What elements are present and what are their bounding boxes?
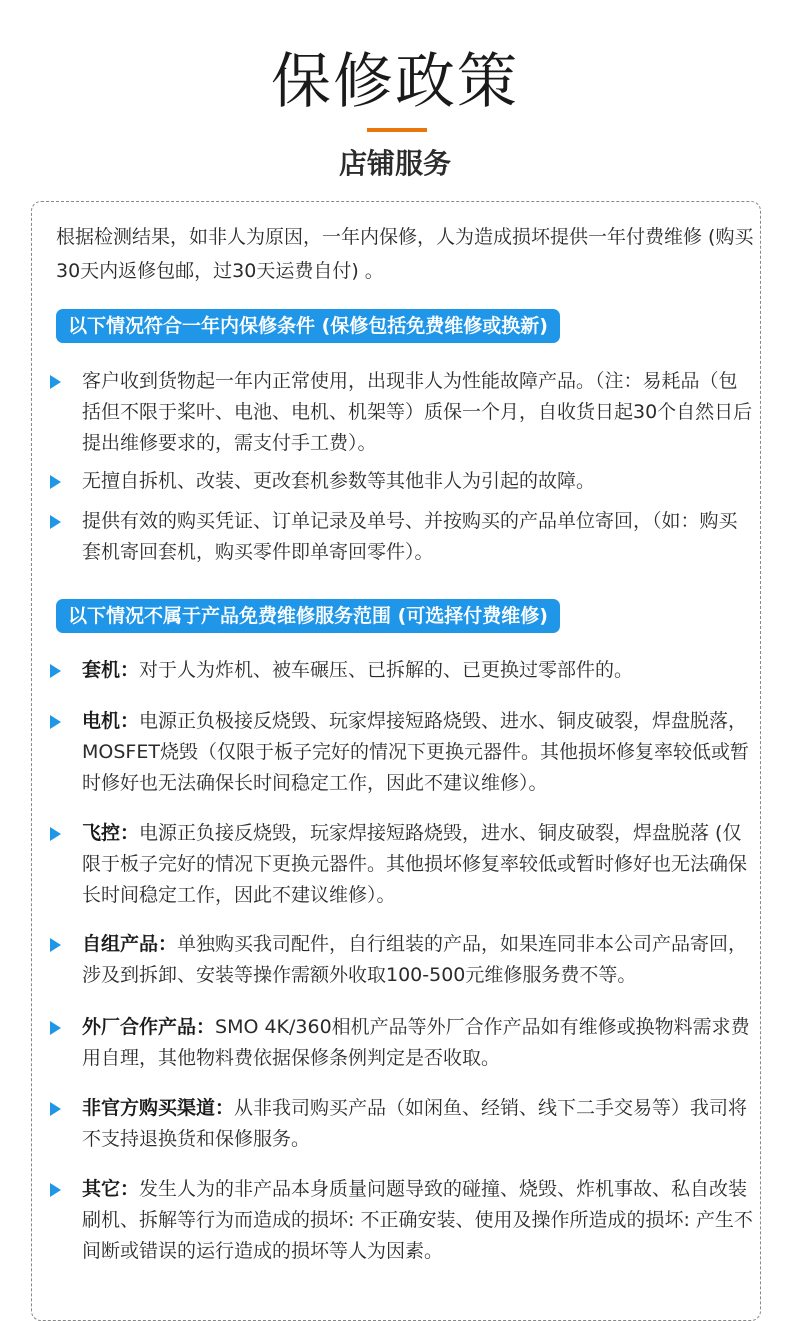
excluded-item-lead: 套机：	[82, 659, 140, 681]
excluded-item	[50, 706, 755, 799]
triangle-bullet-icon	[50, 515, 61, 529]
excluded-item-lead: 电机：	[82, 710, 140, 732]
triangle-bullet-icon	[50, 1021, 61, 1035]
excluded-item-text: SMO 4K/360相机产品等外厂合作产品如有维修或换物料需求费用自理，其他物料费依据保修条例判定是否收取。	[82, 1016, 750, 1069]
excluded-item-lead: 自组产品：	[82, 933, 178, 955]
warranty-item-text: 提供有效的购买凭证、订单记录及单号、并按购买的产品单位寄回，（如：购买套机寄回套机，购买零件即单寄回零件）。	[82, 510, 738, 563]
excluded-item-lead: 其它：	[82, 1178, 140, 1200]
excluded-item-text: 单独购买我司配件，自行组装的产品，如果连同非本公司产品寄回，涉及到拆卸、安装等操作需额外收取100-500元维修服务费不等。	[82, 933, 748, 986]
section-label-warranty: 以下情况符合一年内保修条件 (保修包括免费维修或换新)	[56, 309, 560, 343]
triangle-bullet-icon	[50, 375, 61, 389]
warranty-item	[50, 366, 755, 459]
triangle-bullet-icon	[50, 664, 61, 678]
intro-text: 根据检测结果，如非人为原因，一年内保修，人为造成损坏提供一年付费维修 (购买30天内返修包邮，过30天运费自付) 。	[56, 226, 754, 282]
excluded-item	[50, 655, 755, 686]
triangle-bullet-icon	[50, 1183, 61, 1197]
section-label-excluded: 以下情况不属于产品免费维修服务范围 (可选择付费维修)	[56, 599, 560, 633]
excluded-item-text: 电源正负极接反烧毁、玩家焊接短路烧毁、进水、铜皮破裂，焊盘脱落，MOSFET烧毁（仅限于板子完好的情况下更换元器件。其他损坏修复率较低或暂时修好也无法确保长时间稳定工作，因此不建议维修）。	[82, 710, 749, 794]
excluded-item	[50, 1093, 755, 1155]
warranty-item-text: 客户收到货物起一年内正常使用，出现非人为性能故障产品。（注：易耗品（包括但不限于桨叶、电池、电机、机架等）质保一个月，自收货日起30个自然日后提出维修要求的，需支付手工费）。	[82, 370, 753, 454]
excluded-item-text: 发生人为的非产品本身质量问题导致的碰撞、烧毁、炸机事故、私自改装刷机、拆解等行为而造成的损坏: 不正确安装、使用及操作所造成的损坏: 产生不间断或错误的运行造成的损坏等人为因素。	[82, 1178, 753, 1262]
page-subtitle: 店铺服务	[338, 147, 451, 180]
excluded-item-lead: 飞控：	[82, 822, 140, 844]
excluded-item-lead: 外厂合作产品：	[82, 1016, 216, 1038]
excluded-item-text: 对于人为炸机、被车碾压、已拆解的、已更换过零部件的。	[139, 659, 634, 681]
excluded-item-text: 从非我司购买产品（如闲鱼、经销、线下二手交易等）我司将不支持退换货和保修服务。	[82, 1097, 748, 1150]
triangle-bullet-icon	[50, 827, 61, 841]
warranty-item-text: 无擅自拆机、改装、更改套机参数等其他非人为引起的故障。	[82, 470, 596, 492]
title-underline	[367, 128, 427, 132]
excluded-item	[50, 1012, 755, 1074]
warranty-item	[50, 506, 755, 568]
excluded-item	[50, 1174, 755, 1267]
excluded-item	[50, 929, 755, 991]
triangle-bullet-icon	[50, 1102, 61, 1116]
triangle-bullet-icon	[50, 715, 61, 729]
warranty-item	[50, 466, 755, 497]
triangle-bullet-icon	[50, 475, 61, 489]
page-title: 保修政策	[271, 47, 519, 117]
excluded-item-lead: 非官方购买渠道：	[82, 1097, 235, 1119]
triangle-bullet-icon	[50, 938, 61, 952]
excluded-item-text: 电源正负接反烧毁，玩家焊接短路烧毁，进水、铜皮破裂，焊盘脱落 (仅限于板子完好的情况下更换元器件。其他损坏修复率较低或暂时修好也无法确保长时间稳定工作，因此不建议维修）。	[82, 822, 748, 906]
excluded-item	[50, 818, 755, 911]
